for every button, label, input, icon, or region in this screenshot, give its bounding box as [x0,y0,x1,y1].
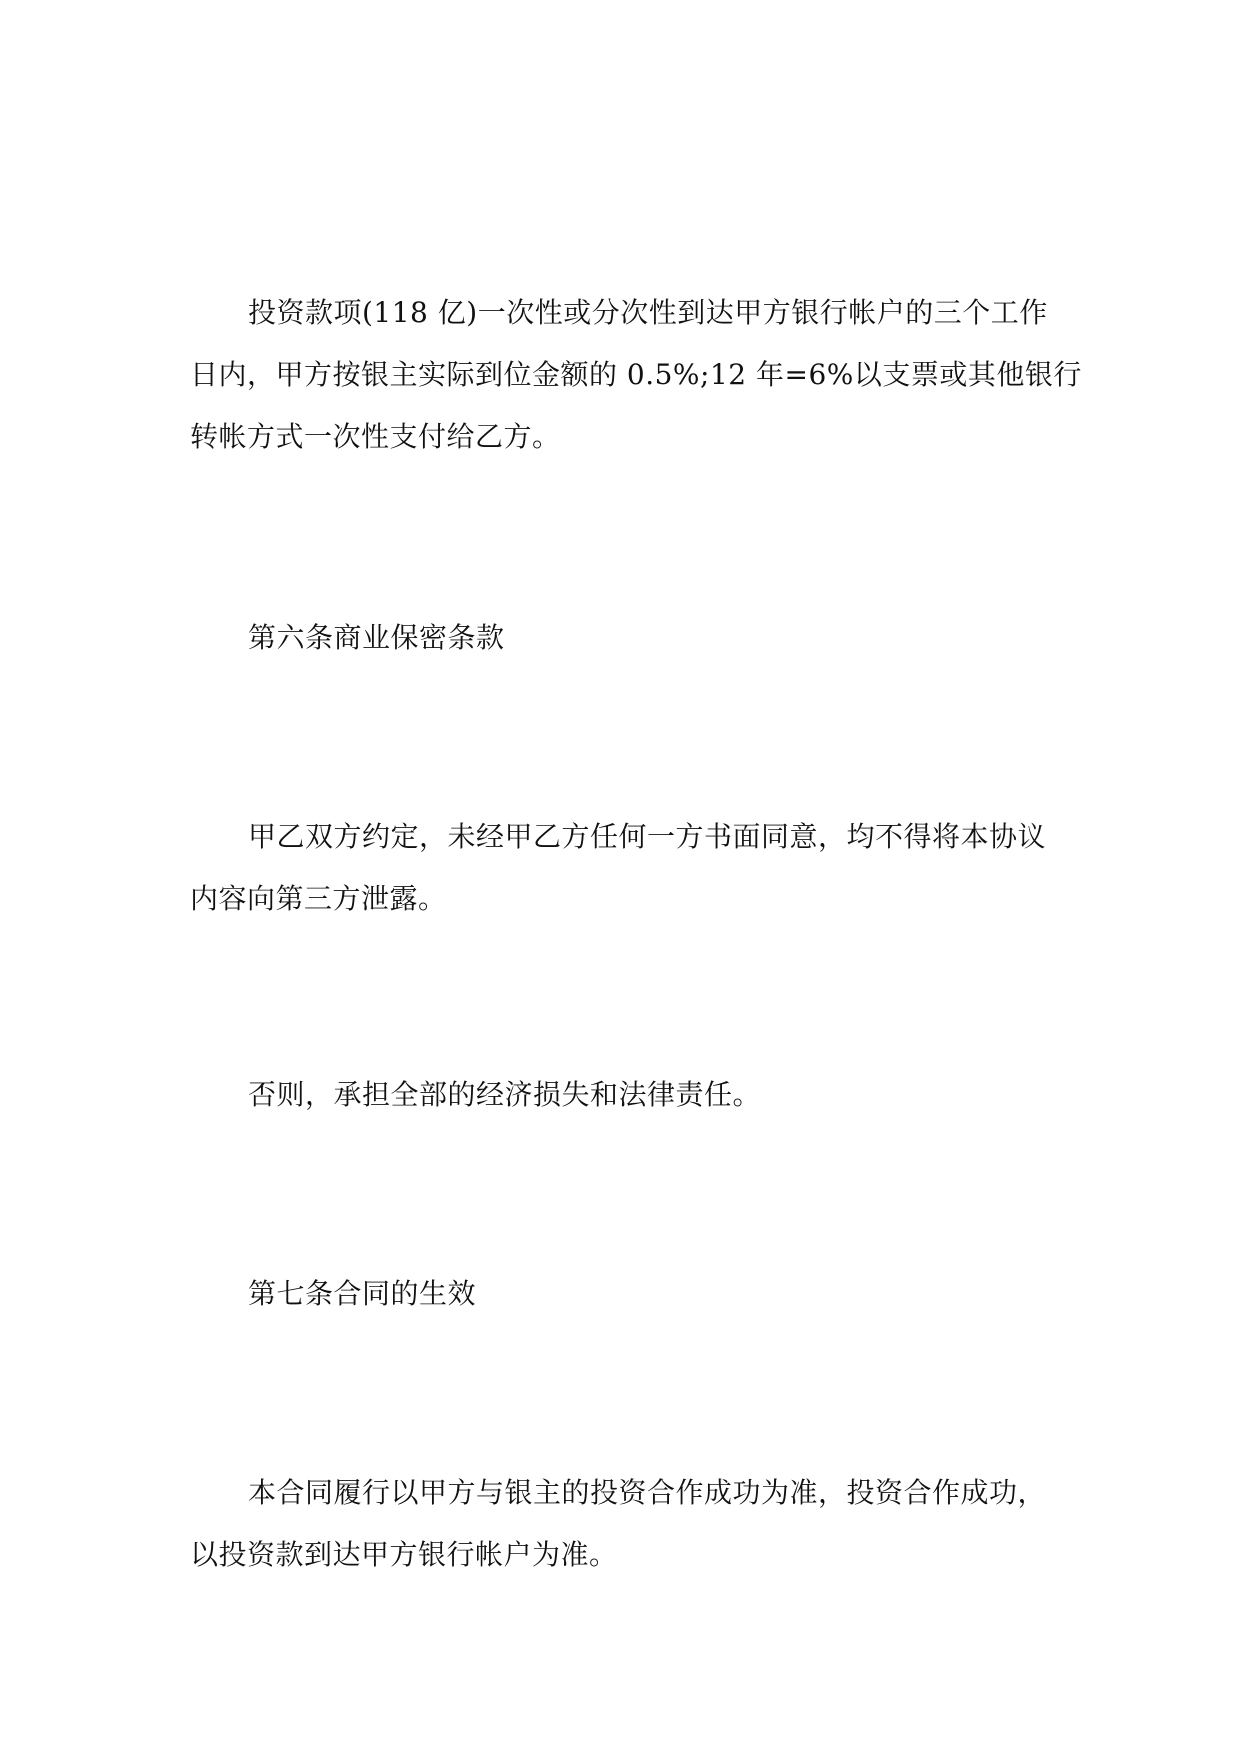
paragraph-confidentiality [190,806,1050,930]
text-line: 甲乙双方约定，未经甲乙方任何一方书面同意，均不得将本协议 [248,820,1047,853]
text-line: 本合同履行以甲方与银主的投资合作成功为准，投资合作成功， [248,1476,1047,1509]
heading-text: 第七条合同的生效 [248,1277,477,1310]
section-heading-article-7 [190,1263,1050,1325]
text-line: 投资款项(118 亿)一次性或分次性到达甲方银行帐户的三个工作 [248,296,1048,329]
section-heading-article-6 [190,607,1050,669]
paragraph-liability [190,1064,1050,1126]
paragraph-effectiveness [190,1462,1050,1586]
text-line: 日内，甲方按银主实际到位金额的 0.5%;12 年=6%以支票或其他银行 [190,358,1082,391]
text-line: 以投资款到达甲方银行帐户为准。 [190,1538,618,1571]
text-line: 转帐方式一次性支付给乙方。 [190,420,561,453]
text-line: 否则，承担全部的经济损失和法律责任。 [248,1078,762,1111]
paragraph-payment-terms [190,282,1082,468]
text-line: 内容向第三方泄露。 [190,882,447,915]
heading-text: 第六条商业保密条款 [248,621,505,654]
